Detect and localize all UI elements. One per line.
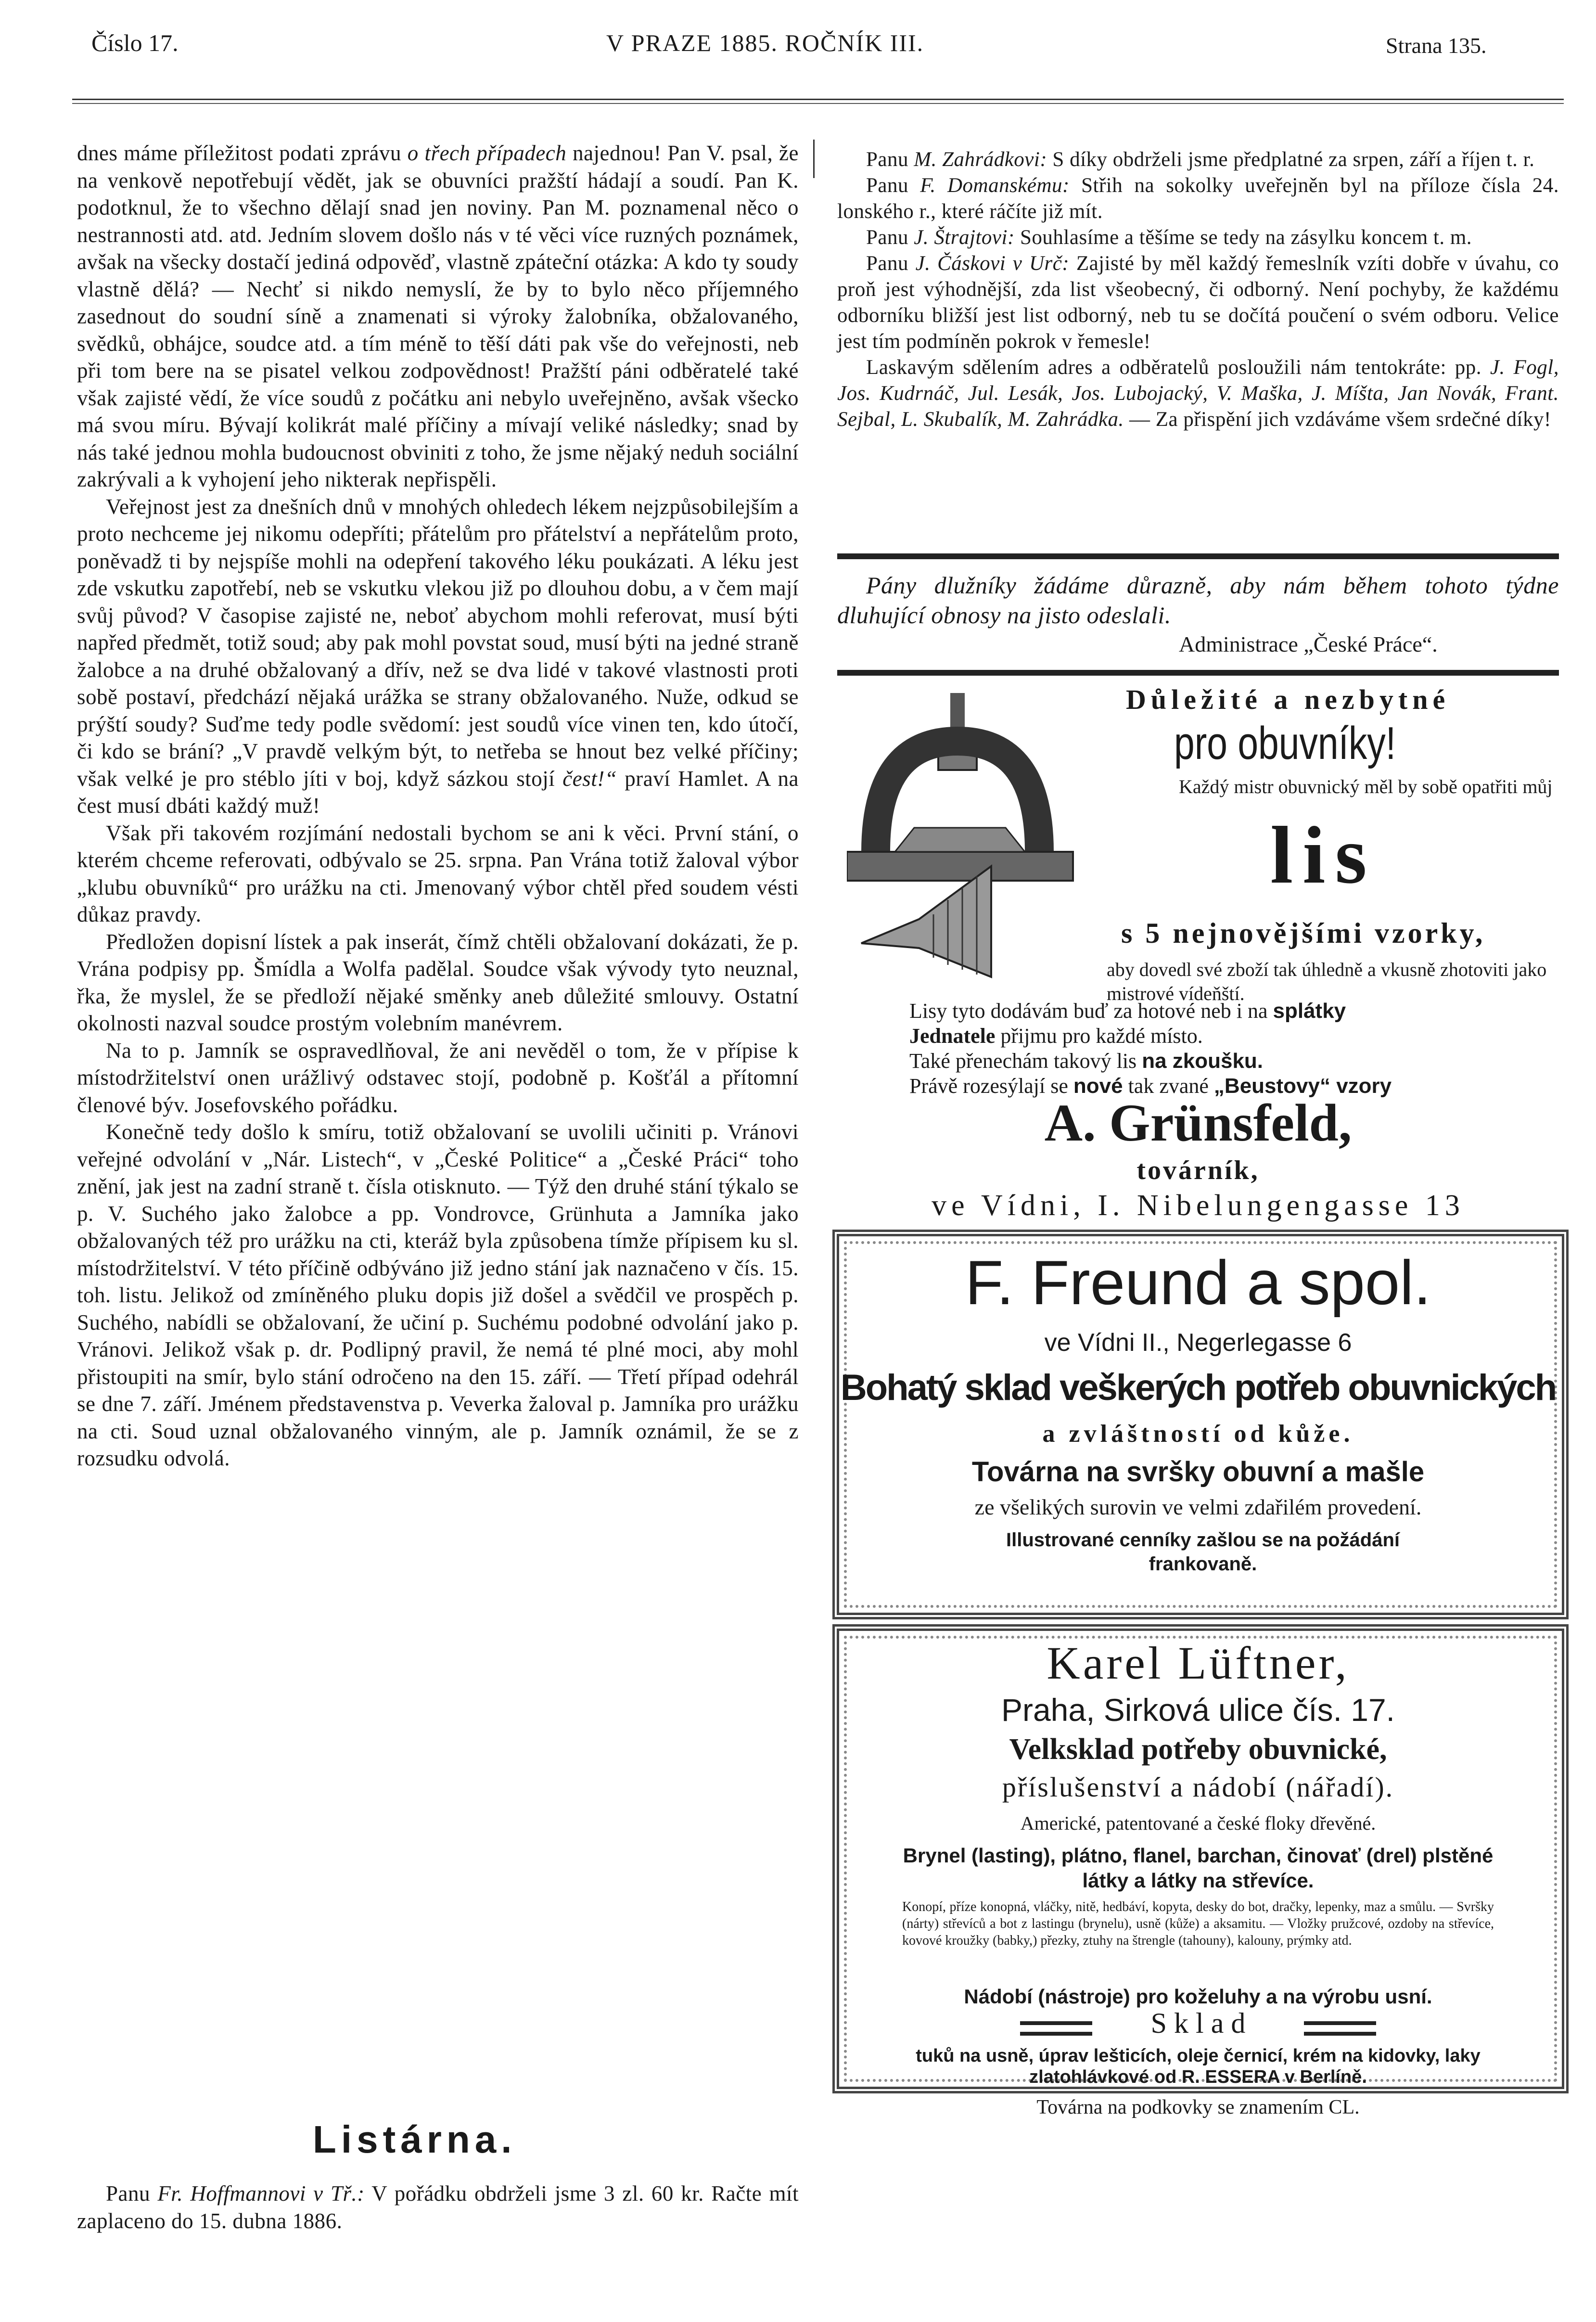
ad-company-name: A. Grünsfeld, <box>1044 1093 1352 1152</box>
debtors-notice <box>837 570 1559 630</box>
article-paragraph <box>77 493 799 820</box>
header-rule <box>72 99 1564 104</box>
issue-number: Číslo 17. <box>91 29 179 56</box>
ad-headline: Důležité a nezbytné <box>1126 684 1450 715</box>
freund-line: a zvláštností od kůže. <box>1042 1420 1354 1448</box>
subscriber-names: J. Fogl, Jos. Kudrnáč, Jul. Lesák, Jos. Lubojacký, V. Maška, J. Míšta, Jan Novák, Frant. Sejbal, L. Skubalík, M. Zahrádka. <box>837 356 1559 431</box>
ad-address: ve Vídni, I. Nibelungengasse 13 <box>932 1189 1465 1222</box>
text: Veřejnost jest za dnešních dnů v mnohých ohledech lékem nejzpůsobilejším a proto nechceme jej nikomu odepříti; přátelům pro přátelství a nepřátelům proto, poněvadž ti by nejspíše mohli na odepření takového léku poukázati. A léku jest zde vskutku zapotřebí, neb se vskutku vlekou již po dlouhou dobu, a v čem mají svůj původ? V časopise zajisté ne, neboť abychom mohli referovat, musí býti napřed předmět, totiž soud; aby pak mohl povstat soud, musí býti na jedné straně žalobce a na druhé obžalovaný a dřív, než se dva lidé v takové vlastnosti proti sobě postaví, předchází nějaká urážka se strany obžalovaného. Nuže, odkud se prýští soudy? Suďme tedy podle svědomí: jest soudů více vinen ten, kdo útočí, či kdo se brání? „V pravdě velkým být, to netřeba se hnout bez velké příčiny; však velké je pro stéblo jíti v boj, když sázkou stojí <box>77 494 799 791</box>
section-rule <box>837 553 1559 559</box>
ad-terms: Lisy tyto dodávám buď za hotové neb i na splátky Jednatele přijmu pro každé místo. Také přenechám takový lis na zkoušku. Právě rozesýlají se nové tak zvané „Beustovy“ vzory <box>909 999 1392 1098</box>
freund-line: ze všelikých surovin ve velmi zdařilém provedení. <box>974 1495 1422 1519</box>
text: dnes máme příležitost podati zprávu <box>77 141 408 165</box>
freund-line: Továrna na svršky obuvní a mašle <box>971 1456 1425 1488</box>
freund-address: ve Vídni II., Negerlegasse 6 <box>1044 1329 1352 1357</box>
recipient-name: J. Čáskovi v Urč: <box>915 252 1070 275</box>
luftner-sklad: S k l a d <box>1150 2007 1246 2039</box>
text: Panu <box>106 2181 158 2206</box>
article-paragraph <box>77 140 799 493</box>
column-divider <box>813 140 815 178</box>
page-number: Strana 135. <box>1386 33 1487 58</box>
luftner-line: příslušenství a nádobí (nářadí). <box>1002 1771 1394 1803</box>
luftner-small-print: Konopí, příze konopná, vláčky, nitě, hedbáví, kopyta, desky do bot, dračky, lepenky, maz a smůlu. — Svršky (nárty) střevíců a bot z lastingu (brynelu), usně (kůže) a aksamitu. — Vložky pružcové, ozdoby na střevíce, kovové kroužky (babky,) přezky, ztuhy na štrengle (tahouny), kalouny, prýmky atd. <box>902 1899 1494 1948</box>
thanks-paragraph: Laskavým sdělením adres a odběratelů posloužili nám tentokráte: pp. J. Fogl, Jos. Kudrnáč, Jul. Lesák, Jos. Lubojacký, V. Maška, J. Míšta, Jan Novák, Frant. Sejbal, L. Skubalík, M. Zahrádka. — Za přispění jich vzdáváme všem srdečné díky! <box>837 356 1559 431</box>
ornament-rule <box>1304 2021 1376 2036</box>
luftner-address: Praha, Sirková ulice čís. 17. <box>1001 1692 1395 1728</box>
section-rule <box>837 670 1559 676</box>
ornament-rule <box>1020 2021 1092 2036</box>
notice-signature: Administrace „České Práce“. <box>1179 632 1438 656</box>
luftner-line: tuků na usně, úprav lešticích, oleje černicí, krém na kidovky, laky zlatohlávkové od R. ESSERA v Berlíně. <box>916 2046 1481 2087</box>
recipient-name: F. Domanskému: <box>920 174 1070 197</box>
freund-line: Bohatý sklad veškerých potřeb obuvnických <box>840 1367 1556 1408</box>
recipient-name: M. Zahrádkovi: <box>914 148 1047 171</box>
ad-company-title: továrník, <box>1136 1155 1260 1185</box>
ad-product: lis <box>1270 810 1377 900</box>
freund-line: Illustrované cenníky zašlou se na požádání frankovaně. <box>1006 1529 1400 1575</box>
luftner-line: Americké, patentované a české floky dřevěné. <box>1020 1812 1376 1834</box>
luftner-line: Továrna na podkovky se znamením CL. <box>1036 2096 1360 2118</box>
correspondence-column <box>837 147 1559 433</box>
masthead-date: V PRAZE 1885. ROČNÍK III. <box>606 29 924 56</box>
reply-item: Panu F. Domanskému: Střih na sokolky uveřejněn byl na příloze čísla 24. lonského r., které ráčíte již mít. <box>837 174 1559 223</box>
italic-text: o třech případech <box>407 141 567 165</box>
shoe-press-illustration <box>847 693 1097 982</box>
reply-item: Panu J. Čáskovi v Urč: Zajisté by měl každý řemeslník vzíti dobře v úvahu, co proň jest výhodnější, zda list všeobecný, či odborný. Není pochyby, že každému odborníku bližší jest list odborný, neb tu se dočítá poučení o svém odboru. Velice jest tím podmíněn pokrok v řemesle! <box>837 252 1559 353</box>
article-paragraph: Předložen dopisní lístek a pak inserát, čímž chtěli obžalovaní dokázati, že p. Vrána podpisy pp. Šmídla a Wolfa padělal. Soudce však vývody tyto neuznal, řka, že myslel, že se předloží nějaké směnky aneb důležité smlouvy. Ostatní okolnosti nazval soudce prostým volebním manévrem. <box>77 929 799 1035</box>
listarna-entry <box>77 2180 799 2234</box>
text: praví Hamlet. A na čest musí dbáti každý muž! <box>77 766 799 818</box>
article-paragraph: Konečně tedy došlo k smíru, totiž obžalovaní se uvolili učiniti p. Vránovi veřejné odvolání v „Nár. Listech“, v „České Politice“ a „České Práci“ toho znění, jak jest na zadní straně t. čísla otisknuto. — Týž den druhé stání týkalo se p. V. Suchého jako žalobce a pp. Vondrovce, Grünhuta a Jamníka jako obžalovaných též pro urážku na cti, kteráž byla způsobena tímže přípisem ku sl. místodržitelství. V této příčině odbýváno již jedno stání jak naznačeno v čís. 15. toh. listu. Jelikož od zmíněného pluku dopis již došel a svědčil ve prospěch p. Suchého, nabídli se obžalovaní, že učiní p. Suchému podobné odvolání jako p. Vránovi. Jelikož však p. dr. Podlipný pravil, že nemá té plné moci, aby mohl přistoupiti na smír, bylo stání odročeno na den 15. září. — Třetí případ odehrál se dne 7. září. Jménem představenstva p. Veverka žaloval p. Jamníka pro urážku na cti. Soud uznal obžalovaného vinným, ale p. Jamník oznámil, že se z rozsudku odvolá. <box>77 1120 799 1470</box>
luftner-line: Nádobí (nástroje) pro koželuhy a na výrobu usní. <box>964 1985 1432 2008</box>
italic-text: čest!“ <box>562 766 617 791</box>
freund-name: F. Freund a spol. <box>965 1247 1431 1318</box>
text: V pořádku obdrželi jsme 3 zl. 60 kr. Račte mít zaplaceno do 15. dubna 1886. <box>77 2181 799 2233</box>
luftner-line: Velksklad potřeby obuvnické, <box>1009 1733 1387 1766</box>
recipient-name: J. Štrajtovi: <box>914 226 1015 249</box>
recipient-name: Fr. Hoffmannovi v Tř.: <box>157 2181 365 2206</box>
article-paragraph: Však při takovém rozjímání nedostali bychom se ani k věci. První stání, o kterém chceme referovati, odbývalo se 25. srpna. Pan Vrána totiž žaloval výbor „klubu obuvníků“ pro urážku na cti. Jmenovaný výbor chtěl před soudem vésti důkaz pravdy. <box>77 821 799 926</box>
reply-item: Panu M. Zahrádkovi: S díky obdrželi jsme předplatné za srpen, září a říjen t. r. <box>866 148 1535 171</box>
notice-text: Pány dlužníky žádáme důrazně, aby nám během tohoto týdne dluhující obnosy na jisto odeslali. <box>837 572 1559 629</box>
ad-models: s 5 nejnovějšími vzorky, <box>1121 917 1486 949</box>
article-column <box>77 140 799 1472</box>
ad-intro: Každý mistr obuvnický měl by sobě opatřiti můj <box>1179 776 1553 797</box>
ad-purpose: aby dovedl své zboží tak úhledně a vkusně zhotoviti jako mistrové vídeňští. <box>1107 959 1547 1004</box>
text: najednou! Pan V. psal, že na venkově nepotřebují vědět, jak se obuvníci pražští hádají a soudí. Pan K. podotknul, že to všechno dělají snad jen noviny. Pan M. poznamenal něco o nestrannosti atd. atd. Jedním slovem došlo nás v té věci více ruzných poznámek, avšak na všecky dostačí jediná odpověď, vlastně zpáteční otázka: A kdo ty soudy vlastně dělá? — Nechť si nikdo nemyslí, že by to bylo něco příjemného zasednout do soudní síně a znamenati si výroky žalobníka, obžalovaného, svědků, obhájce, soudce atd. a tím méně to těší dáti pak vše do veřejnosti, neb při tom bere na se pisatel velkou zodpovědnost! Pražští páni odběratelé také však zajisté vědí, že více soudů z počátku ani nebylo uveřejněno, avšak všecko má svou míru. Bývají kolikrát malé příčiny a mívají veliké následky; snad by nás také jednou mohla budoucnost obviniti z toho, že jsme nějaký neduh sociální zakrývali a k vyhojení jeho nikterak nepřispěli. <box>77 141 799 491</box>
ad-subhead: pro obuvníky! <box>1174 718 1396 769</box>
reply-item: Panu J. Štrajtovi: Souhlasíme a těšíme se tedy na zásylku koncem t. m. <box>866 226 1472 249</box>
article-paragraph: Na to p. Jamník se ospravedlňoval, že ani nevěděl o tom, že v přípise k místodržitelství onen urážlivý odstavec stojí, podobně p. Košťál a přítomní členové býv. Josefovského pořádku. <box>77 1038 799 1117</box>
listarna-heading: Listárna. <box>313 2118 517 2161</box>
luftner-line: Brynel (lasting), plátno, flanel, barchan, činovať (drel) plstěné látky a látky na střevíce. <box>903 1844 1494 1892</box>
luftner-name: Karel Lüftner, <box>1047 1637 1350 1689</box>
